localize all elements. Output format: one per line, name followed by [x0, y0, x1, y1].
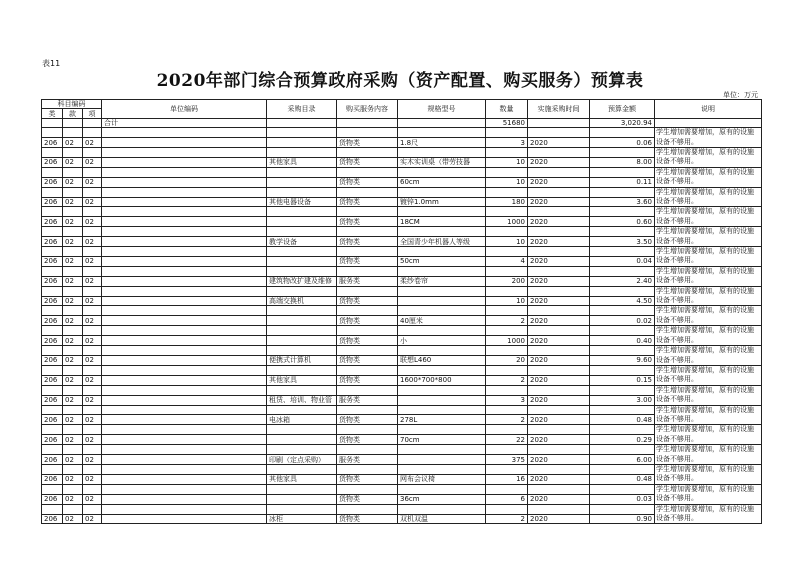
row-spec: 实木实训桌（带劳技器: [398, 157, 486, 167]
row-xiang: 02: [83, 316, 102, 326]
row-spec: 40厘米: [398, 316, 486, 326]
row-note: 学生增加需要增加，原有的设施设备不够用。: [655, 425, 762, 445]
header-qty: 数量: [486, 100, 528, 119]
table-row-spacer: [42, 405, 762, 415]
row-note: 学生增加需要增加，原有的设施设备不够用。: [655, 266, 762, 286]
table-row: [42, 197, 762, 207]
row-time: 2020: [528, 177, 590, 187]
row-time: 2020: [528, 455, 590, 465]
row-qty: 200: [486, 276, 528, 286]
row-amount: 0.48: [590, 474, 655, 484]
row-service: 货物类: [337, 256, 398, 266]
row-note: 学生增加需要增加，原有的设施设备不够用。: [655, 227, 762, 247]
row-spec: 1600*700*800: [398, 375, 486, 385]
row-time: 2020: [528, 375, 590, 385]
row-xiang: 02: [83, 276, 102, 286]
row-kuan: 02: [63, 237, 83, 247]
row-amount: 8.00: [590, 157, 655, 167]
row-note: 学生增加需要增加，原有的设施设备不够用。: [655, 286, 762, 306]
row-lei: 206: [42, 157, 63, 167]
row-unit-code: [102, 375, 267, 385]
row-kuan: 02: [63, 197, 83, 207]
row-amount: 0.04: [590, 256, 655, 266]
row-time: 2020: [528, 197, 590, 207]
row-catalog: [267, 336, 337, 346]
row-unit-code: [102, 256, 267, 266]
table-number: 表11: [42, 59, 61, 68]
row-service: 货物类: [337, 177, 398, 187]
row-note: 学生增加需要增加，原有的设施设备不够用。: [655, 405, 762, 425]
table-row: [42, 455, 762, 465]
row-amount: 3.50: [590, 237, 655, 247]
row-spec: 镀锌1.0mm: [398, 197, 486, 207]
row-time: 2020: [528, 415, 590, 425]
row-note: 学生增加需要增加，原有的设施设备不够用。: [655, 464, 762, 484]
row-catalog: 其他家具: [267, 375, 337, 385]
row-spec: 70cm: [398, 435, 486, 445]
row-kuan: 02: [63, 316, 83, 326]
row-xiang: 02: [83, 415, 102, 425]
row-qty: 10: [486, 296, 528, 306]
header-catalog: 采购目录: [267, 100, 337, 119]
row-unit-code: [102, 237, 267, 247]
row-amount: 3.60: [590, 197, 655, 207]
row-lei: 206: [42, 474, 63, 484]
row-service: 货物类: [337, 316, 398, 326]
header-xiang: 项: [83, 109, 102, 118]
row-qty: 16: [486, 474, 528, 484]
row-lei: 206: [42, 177, 63, 187]
table-row: [42, 256, 762, 266]
row-xiang: 02: [83, 375, 102, 385]
table-row: [42, 177, 762, 187]
row-time: 2020: [528, 395, 590, 405]
row-kuan: 02: [63, 217, 83, 227]
row-service: 货物类: [337, 494, 398, 504]
table-row: [42, 395, 762, 405]
row-unit-code: [102, 435, 267, 445]
row-lei: 206: [42, 138, 63, 148]
row-unit-code: [102, 177, 267, 187]
row-amount: 6.00: [590, 455, 655, 465]
row-catalog: 其他家具: [267, 474, 337, 484]
row-service: 货物类: [337, 435, 398, 445]
row-spec: 联想L460: [398, 356, 486, 366]
table-row: [42, 316, 762, 326]
row-qty: 2: [486, 375, 528, 385]
row-kuan: 02: [63, 296, 83, 306]
row-service: 货物类: [337, 514, 398, 524]
total-qty: 51680: [486, 118, 528, 127]
row-amount: 0.40: [590, 336, 655, 346]
header-unit-code: 单位编码: [102, 100, 267, 119]
row-spec: [398, 455, 486, 465]
row-note: 学生增加需要增加，原有的设施设备不够用。: [655, 346, 762, 366]
row-service: 服务类: [337, 455, 398, 465]
row-xiang: 02: [83, 474, 102, 484]
row-lei: 206: [42, 356, 63, 366]
row-unit-code: [102, 415, 267, 425]
row-service: 货物类: [337, 375, 398, 385]
row-note: 学生增加需要增加，原有的设施设备不够用。: [655, 207, 762, 227]
row-spec: 网布会议椅: [398, 474, 486, 484]
row-time: 2020: [528, 435, 590, 445]
row-service: 货物类: [337, 197, 398, 207]
row-qty: 4: [486, 256, 528, 266]
row-time: 2020: [528, 256, 590, 266]
row-amount: 0.03: [590, 494, 655, 504]
row-xiang: 02: [83, 138, 102, 148]
row-unit-code: [102, 514, 267, 524]
row-amount: 0.48: [590, 415, 655, 425]
row-note: 学生增加需要增加，原有的设施设备不够用。: [655, 147, 762, 167]
row-service: 货物类: [337, 157, 398, 167]
table-row-spacer: [42, 227, 762, 237]
row-catalog: 其他电器设备: [267, 197, 337, 207]
row-lei: 206: [42, 276, 63, 286]
row-catalog: 租赁、培训、物业管: [267, 395, 337, 405]
row-qty: 375: [486, 455, 528, 465]
row-lei: 206: [42, 514, 63, 524]
row-xiang: 02: [83, 356, 102, 366]
table-row: [42, 237, 762, 247]
row-kuan: 02: [63, 375, 83, 385]
table-row: [42, 474, 762, 484]
row-lei: 206: [42, 237, 63, 247]
row-catalog: 教学设备: [267, 237, 337, 247]
row-qty: 3: [486, 395, 528, 405]
row-kuan: 02: [63, 138, 83, 148]
row-unit-code: [102, 138, 267, 148]
row-time: 2020: [528, 157, 590, 167]
row-time: 2020: [528, 494, 590, 504]
row-service: 货物类: [337, 237, 398, 247]
row-time: 2020: [528, 356, 590, 366]
row-qty: 10: [486, 157, 528, 167]
row-note: 学生增加需要增加，原有的设施设备不够用。: [655, 326, 762, 346]
row-kuan: 02: [63, 276, 83, 286]
row-note: 学生增加需要增加，原有的设施设备不够用。: [655, 187, 762, 207]
row-note: 学生增加需要增加，原有的设施设备不够用。: [655, 167, 762, 187]
row-service: 货物类: [337, 336, 398, 346]
table-row: [42, 336, 762, 346]
row-amount: 0.60: [590, 217, 655, 227]
row-spec: 1.8尺: [398, 138, 486, 148]
row-xiang: 02: [83, 256, 102, 266]
row-catalog: 其他家具: [267, 157, 337, 167]
row-spec: 18CM: [398, 217, 486, 227]
row-catalog: [267, 177, 337, 187]
row-xiang: 02: [83, 435, 102, 445]
row-kuan: 02: [63, 415, 83, 425]
row-qty: 3: [486, 138, 528, 148]
row-time: 2020: [528, 296, 590, 306]
row-kuan: 02: [63, 435, 83, 445]
row-catalog: 印刷（定点采购）: [267, 455, 337, 465]
row-spec: 278L: [398, 415, 486, 425]
row-kuan: 02: [63, 336, 83, 346]
header-time: 实施采购时间: [528, 100, 590, 119]
table-row-spacer: [42, 504, 762, 514]
row-spec: 36cm: [398, 494, 486, 504]
row-kuan: 02: [63, 395, 83, 405]
row-qty: 6: [486, 494, 528, 504]
table-row-spacer: [42, 207, 762, 217]
header-note: 说明: [655, 100, 762, 119]
header-spec: 规格型号: [398, 100, 486, 119]
row-time: 2020: [528, 474, 590, 484]
row-spec: 柔纱卷帘: [398, 276, 486, 286]
row-lei: 206: [42, 217, 63, 227]
row-spec: [398, 395, 486, 405]
row-xiang: 02: [83, 157, 102, 167]
row-xiang: 02: [83, 296, 102, 306]
row-amount: 2.40: [590, 276, 655, 286]
row-lei: 206: [42, 256, 63, 266]
row-service: 货物类: [337, 474, 398, 484]
row-unit-code: [102, 494, 267, 504]
row-lei: 206: [42, 494, 63, 504]
row-kuan: 02: [63, 455, 83, 465]
table-row: [42, 296, 762, 306]
table-row: [42, 494, 762, 504]
budget-table: [41, 99, 762, 524]
table-row: [42, 276, 762, 286]
row-catalog: 电冰箱: [267, 415, 337, 425]
row-lei: 206: [42, 296, 63, 306]
row-unit-code: [102, 356, 267, 366]
row-catalog: [267, 138, 337, 148]
row-xiang: 02: [83, 514, 102, 524]
row-catalog: 高端交换机: [267, 296, 337, 306]
row-catalog: [267, 494, 337, 504]
row-lei: 206: [42, 197, 63, 207]
row-spec: 50cm: [398, 256, 486, 266]
table-row: [42, 157, 762, 167]
row-note: 学生增加需要增加，原有的设施设备不够用。: [655, 247, 762, 267]
total-label: 合计: [102, 118, 267, 127]
row-note: 学生增加需要增加，原有的设施设备不够用。: [655, 445, 762, 465]
row-kuan: 02: [63, 256, 83, 266]
row-amount: 9.60: [590, 356, 655, 366]
row-catalog: [267, 256, 337, 266]
row-qty: 1000: [486, 217, 528, 227]
total-amount: 3,020.94: [590, 118, 655, 127]
row-amount: 0.90: [590, 514, 655, 524]
row-qty: 180: [486, 197, 528, 207]
row-unit-code: [102, 276, 267, 286]
row-xiang: 02: [83, 177, 102, 187]
row-unit-code: [102, 455, 267, 465]
row-unit-code: [102, 296, 267, 306]
unit-label: 单位：万元: [723, 91, 758, 99]
row-xiang: 02: [83, 237, 102, 247]
table-row: [42, 375, 762, 385]
row-amount: 0.11: [590, 177, 655, 187]
table-row-spacer: [42, 346, 762, 356]
row-kuan: 02: [63, 474, 83, 484]
table-row-spacer: [42, 247, 762, 257]
row-unit-code: [102, 197, 267, 207]
row-amount: 4.50: [590, 296, 655, 306]
row-kuan: 02: [63, 177, 83, 187]
row-catalog: 建筑物改扩建及维修: [267, 276, 337, 286]
row-amount: 0.06: [590, 138, 655, 148]
table-row: [42, 415, 762, 425]
row-xiang: 02: [83, 197, 102, 207]
row-amount: 3.00: [590, 395, 655, 405]
table-row-spacer: [42, 464, 762, 474]
row-time: 2020: [528, 217, 590, 227]
row-kuan: 02: [63, 494, 83, 504]
page-title: 2020年部门综合预算政府采购（资产配置、购买服务）预算表: [156, 71, 644, 91]
row-qty: 2: [486, 514, 528, 524]
table-row-spacer: [42, 266, 762, 276]
row-time: 2020: [528, 276, 590, 286]
row-service: 货物类: [337, 296, 398, 306]
table-row-spacer: [42, 187, 762, 197]
row-catalog: 便携式计算机: [267, 356, 337, 366]
total-row: [42, 118, 762, 127]
table-row-spacer: [42, 167, 762, 177]
row-spec: 小: [398, 336, 486, 346]
table-row: [42, 435, 762, 445]
row-xiang: 02: [83, 217, 102, 227]
row-lei: 206: [42, 395, 63, 405]
row-spec: [398, 296, 486, 306]
row-lei: 206: [42, 415, 63, 425]
row-qty: 10: [486, 237, 528, 247]
row-note: 学生增加需要增加，原有的设施设备不够用。: [655, 365, 762, 385]
row-catalog: [267, 316, 337, 326]
row-kuan: 02: [63, 356, 83, 366]
table-row-spacer: [42, 128, 762, 138]
row-unit-code: [102, 474, 267, 484]
header-lei: 类: [42, 109, 63, 118]
row-spec: 60cm: [398, 177, 486, 187]
row-qty: 20: [486, 356, 528, 366]
row-qty: 1000: [486, 336, 528, 346]
table-row-spacer: [42, 484, 762, 494]
row-catalog: 冰柜: [267, 514, 337, 524]
row-note: 学生增加需要增加，原有的设施设备不够用。: [655, 128, 762, 148]
table-row-spacer: [42, 425, 762, 435]
row-service: 货物类: [337, 415, 398, 425]
row-qty: 22: [486, 435, 528, 445]
row-xiang: 02: [83, 336, 102, 346]
row-unit-code: [102, 316, 267, 326]
row-time: 2020: [528, 316, 590, 326]
row-spec: 全国青少年机器人等级: [398, 237, 486, 247]
row-lei: 206: [42, 455, 63, 465]
row-unit-code: [102, 336, 267, 346]
header-amount: 预算金额: [590, 100, 655, 119]
row-unit-code: [102, 217, 267, 227]
row-qty: 10: [486, 177, 528, 187]
row-time: 2020: [528, 237, 590, 247]
row-service: 服务类: [337, 395, 398, 405]
table-row-spacer: [42, 147, 762, 157]
row-note: 学生增加需要增加，原有的设施设备不够用。: [655, 306, 762, 326]
row-time: 2020: [528, 514, 590, 524]
row-service: 货物类: [337, 356, 398, 366]
table-row: [42, 514, 762, 524]
row-spec: 双机双温: [398, 514, 486, 524]
row-lei: 206: [42, 435, 63, 445]
table-row-spacer: [42, 365, 762, 375]
row-kuan: 02: [63, 157, 83, 167]
row-xiang: 02: [83, 455, 102, 465]
row-time: 2020: [528, 138, 590, 148]
row-unit-code: [102, 157, 267, 167]
row-amount: 0.29: [590, 435, 655, 445]
row-service: 货物类: [337, 138, 398, 148]
row-xiang: 02: [83, 494, 102, 504]
row-amount: 0.02: [590, 316, 655, 326]
table-row-spacer: [42, 445, 762, 455]
row-catalog: [267, 435, 337, 445]
table-row: [42, 138, 762, 148]
row-qty: 2: [486, 415, 528, 425]
row-lei: 206: [42, 336, 63, 346]
table-row: [42, 356, 762, 366]
table-row-spacer: [42, 326, 762, 336]
row-note: 学生增加需要增加，原有的设施设备不够用。: [655, 484, 762, 504]
row-service: 货物类: [337, 217, 398, 227]
row-note: 学生增加需要增加，原有的设施设备不够用。: [655, 385, 762, 405]
table-row: [42, 217, 762, 227]
row-time: 2020: [528, 336, 590, 346]
header-service: 购买服务内容: [337, 100, 398, 119]
row-lei: 206: [42, 316, 63, 326]
row-catalog: [267, 217, 337, 227]
row-unit-code: [102, 395, 267, 405]
row-note: 学生增加需要增加，原有的设施设备不够用。: [655, 504, 762, 524]
row-service: 服务类: [337, 276, 398, 286]
table-row-spacer: [42, 385, 762, 395]
table-row-spacer: [42, 286, 762, 296]
row-qty: 2: [486, 316, 528, 326]
header-subject-code: 科目编码: [42, 100, 102, 109]
row-kuan: 02: [63, 514, 83, 524]
table-row-spacer: [42, 306, 762, 316]
row-xiang: 02: [83, 395, 102, 405]
header-row-1: [42, 100, 762, 109]
header-kuan: 款: [63, 109, 83, 118]
row-lei: 206: [42, 375, 63, 385]
row-amount: 0.15: [590, 375, 655, 385]
